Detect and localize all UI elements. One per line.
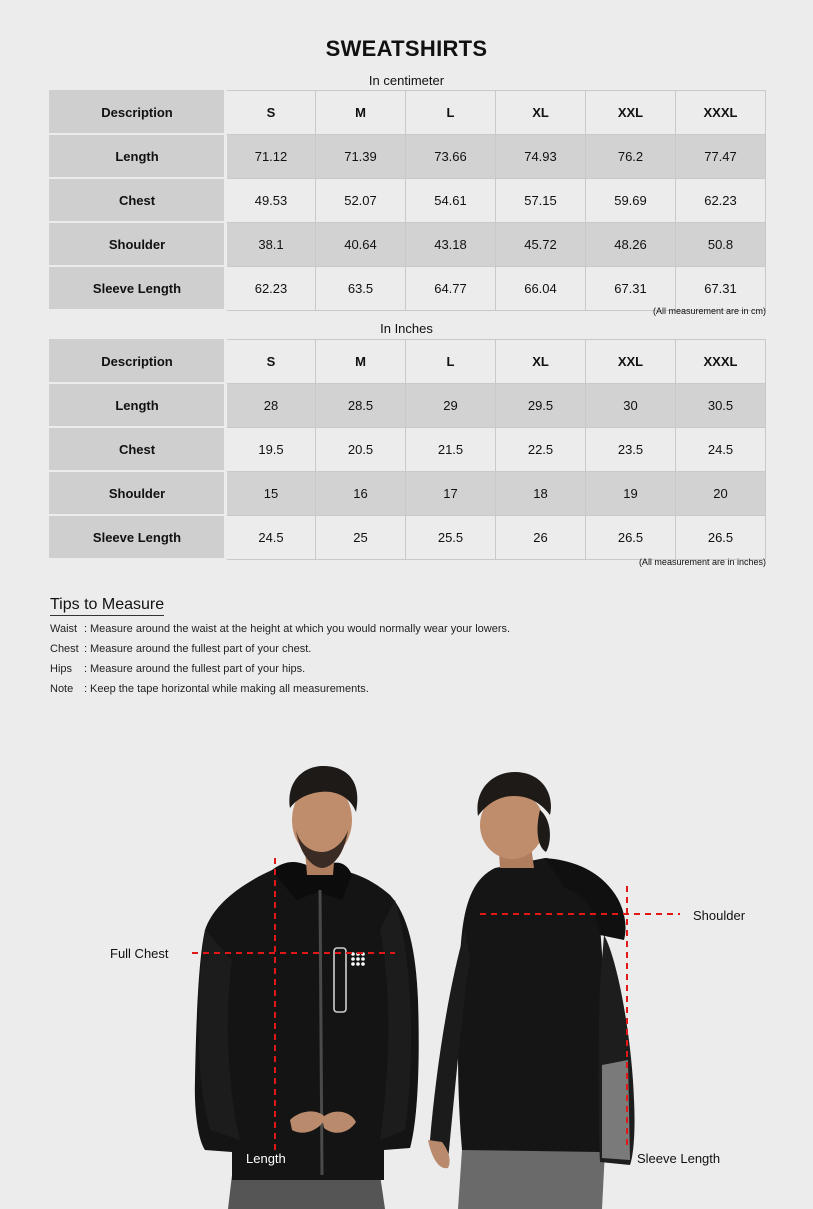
table-cell: 67.31 (676, 266, 766, 310)
table-cell: 19.5 (226, 427, 316, 471)
table-cell: 28.5 (316, 383, 406, 427)
table-row (50, 515, 766, 559)
length-label: Length (246, 1151, 286, 1166)
table-cell: 45.72 (496, 222, 586, 266)
header-size-xxl: XXL (586, 91, 676, 135)
header-size-xl: XL (496, 340, 586, 384)
tip-key: Hips (50, 663, 73, 675)
table-row (50, 383, 766, 427)
table-cell: 26.5 (586, 515, 676, 559)
table-cell: 21.5 (406, 427, 496, 471)
cm-size-table (49, 90, 766, 311)
table-cell: 73.66 (406, 134, 496, 178)
header-description: Description (50, 91, 226, 135)
table-cell: 76.2 (586, 134, 676, 178)
table-row (50, 266, 766, 310)
header-size-l: L (406, 91, 496, 135)
table-cell: 25.5 (406, 515, 496, 559)
tip-item: Waist : Measure around the waist at the height at which you would normally wear your lowers. (50, 623, 511, 635)
table-row (50, 471, 766, 515)
table-cell: 71.39 (316, 134, 406, 178)
cm-table-caption: In centimeter (368, 73, 445, 88)
tip-item: Chest : Measure around the fullest part of your chest. (50, 643, 312, 655)
page-title: SWEATSHIRTS (325, 36, 488, 61)
row-label: Length (50, 134, 226, 178)
table-cell: 28 (226, 383, 316, 427)
table-cell: 54.61 (406, 178, 496, 222)
table-cell: 49.53 (226, 178, 316, 222)
table-cell: 29.5 (496, 383, 586, 427)
table-cell: 67.31 (586, 266, 676, 310)
header-size-m: M (316, 91, 406, 135)
table-cell: 26.5 (676, 515, 766, 559)
tip-item: Hips : Measure around the fullest part of your hips. (50, 663, 306, 675)
inch-table-caption: In Inches (380, 321, 433, 336)
table-cell: 26 (496, 515, 586, 559)
table-cell: 77.47 (676, 134, 766, 178)
table-cell: 57.15 (496, 178, 586, 222)
table-cell: 24.5 (676, 427, 766, 471)
table-cell: 23.5 (586, 427, 676, 471)
full-chest-label: Full Chest (110, 946, 169, 961)
table-cell: 63.5 (316, 266, 406, 310)
header-size-s: S (226, 340, 316, 384)
table-cell: 40.64 (316, 222, 406, 266)
table-header-row (50, 340, 766, 384)
inch-table-note: (All measurement are in inches) (638, 557, 766, 567)
table-cell: 17 (406, 471, 496, 515)
table-row (50, 178, 766, 222)
tip-text: Measure around the fullest part of your chest. (90, 643, 312, 655)
table-cell: 15 (226, 471, 316, 515)
table-cell: 52.07 (316, 178, 406, 222)
table-header-row (50, 91, 766, 135)
header-size-l: L (406, 340, 496, 384)
tip-key: Chest (50, 643, 79, 655)
table-cell: 19 (586, 471, 676, 515)
row-label: Shoulder (50, 471, 226, 515)
header-size-s: S (226, 91, 316, 135)
table-cell: 64.77 (406, 266, 496, 310)
table-row (50, 222, 766, 266)
tip-key: Waist (50, 623, 78, 635)
shoulder-label: Shoulder (693, 908, 746, 923)
front-model-figure (195, 766, 419, 1209)
row-label: Chest (50, 178, 226, 222)
table-row (50, 427, 766, 471)
table-cell: 20.5 (316, 427, 406, 471)
cm-table-note: (All measurement are in cm) (652, 306, 766, 316)
table-cell: 59.69 (586, 178, 676, 222)
table-cell: 29 (406, 383, 496, 427)
tips-heading: Tips to Measure (50, 596, 164, 616)
row-label: Length (50, 383, 226, 427)
header-size-xxl: XXL (586, 340, 676, 384)
tip-item: Note : Keep the tape horizontal while making all measurements. (50, 683, 369, 695)
row-label: Chest (50, 427, 226, 471)
header-size-xl: XL (496, 91, 586, 135)
table-cell: 30.5 (676, 383, 766, 427)
table-cell: 20 (676, 471, 766, 515)
sleeve-length-label: Sleeve Length (637, 1151, 721, 1166)
header-size-xxxl: XXXL (676, 91, 766, 135)
row-label: Shoulder (50, 222, 226, 266)
tip-key: Note (50, 683, 74, 695)
table-cell: 38.1 (226, 222, 316, 266)
row-label: Sleeve Length (50, 515, 226, 559)
table-cell: 22.5 (496, 427, 586, 471)
tip-text: Measure around the waist at the height at which you would normally wear your lowers. (90, 623, 511, 635)
measurement-illustration (0, 740, 813, 1209)
table-cell: 71.12 (226, 134, 316, 178)
table-cell: 30 (586, 383, 676, 427)
table-cell: 48.26 (586, 222, 676, 266)
back-model-figure (428, 772, 635, 1209)
table-cell: 50.8 (676, 222, 766, 266)
table-cell: 62.23 (676, 178, 766, 222)
table-cell: 62.23 (226, 266, 316, 310)
table-cell: 74.93 (496, 134, 586, 178)
table-cell: 18 (496, 471, 586, 515)
brand-logo-icon (351, 952, 365, 966)
table-cell: 43.18 (406, 222, 496, 266)
header-size-m: M (316, 340, 406, 384)
table-cell: 25 (316, 515, 406, 559)
inch-size-table (49, 339, 766, 560)
row-label: Sleeve Length (50, 266, 226, 310)
table-cell: 16 (316, 471, 406, 515)
tip-text: Measure around the fullest part of your hips. (90, 663, 306, 675)
header-description: Description (50, 340, 226, 384)
table-cell: 66.04 (496, 266, 586, 310)
header-size-xxxl: XXXL (676, 340, 766, 384)
tip-text: Keep the tape horizontal while making all measurements. (90, 683, 369, 695)
table-row (50, 134, 766, 178)
table-cell: 24.5 (226, 515, 316, 559)
